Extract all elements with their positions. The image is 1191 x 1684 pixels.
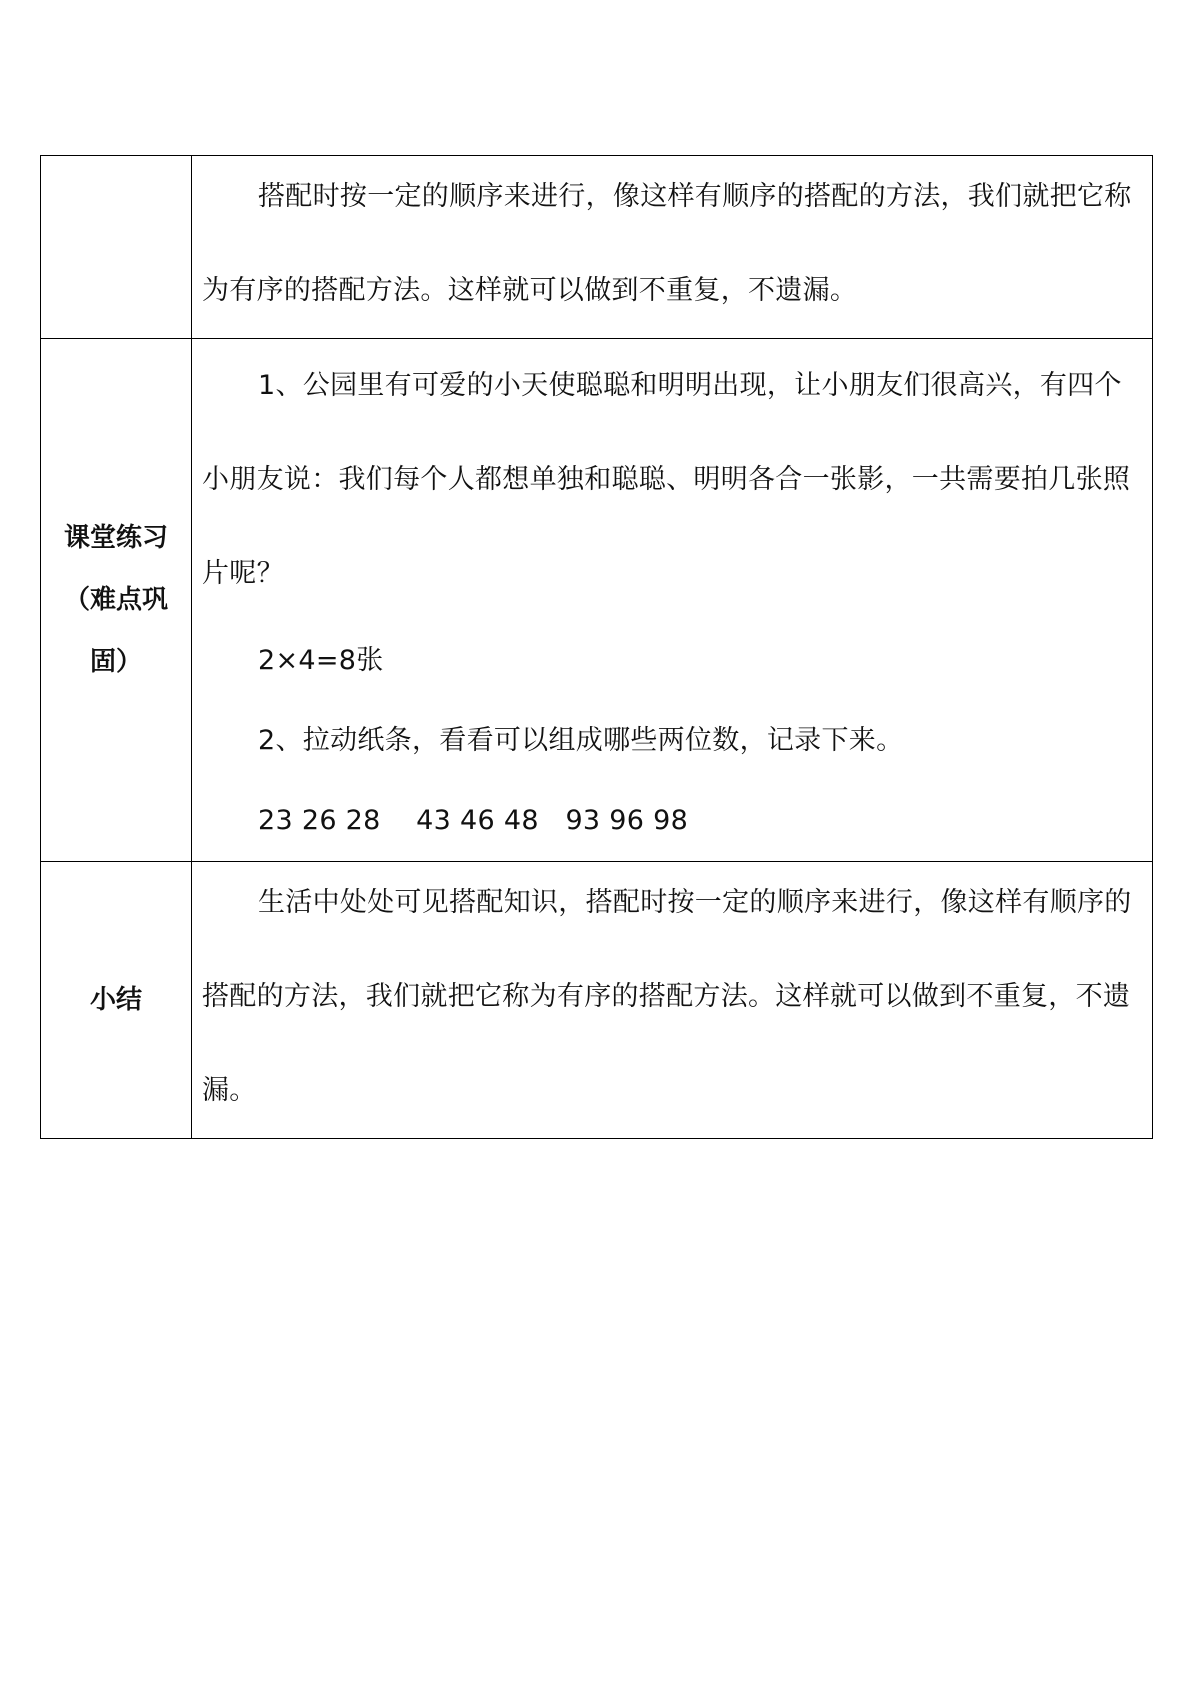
table-row-practice [41, 339, 1153, 862]
row-label-practice [41, 339, 192, 862]
table-row-summary [41, 862, 1153, 1139]
lesson-plan-table [40, 155, 1153, 1139]
exercise-1-question: 1、公园里有可爱的小天使聪聪和明明出现，让小朋友们很高兴，有四个小朋友说：我们每个人都想单独和聪聪、明明各合一张影，一共需要拍几张照片呢？ [202, 370, 1131, 589]
table-row-method [41, 156, 1153, 339]
exercise-2-answer: 23 26 28 43 46 48 93 96 98 [258, 805, 689, 836]
exercise-2-question: 2、拉动纸条，看看可以组成哪些两位数，记录下来。 [258, 725, 904, 756]
row-content-summary [192, 862, 1153, 1139]
row-label-empty [41, 156, 192, 339]
label-line-summary: 小结 [89, 985, 142, 1015]
label-line-3: 固） [89, 647, 142, 677]
row-label-summary [41, 862, 192, 1139]
label-line-1: 课堂练习 [63, 523, 168, 553]
label-line-2: （难点巩 [63, 585, 168, 615]
paragraph-ordered-matching: 搭配时按一定的顺序来进行，像这样有顺序的搭配的方法，我们就把它称为有序的搭配方法。这样就可以做到不重复，不遗漏。 [202, 181, 1132, 306]
row-content-practice [192, 339, 1153, 862]
exercise-1-answer: 2×4=8张 [258, 645, 384, 676]
summary-paragraph: 生活中处处可见搭配知识，搭配时按一定的顺序来进行，像这样有顺序的搭配的方法，我们就把它称为有序的搭配方法。这样就可以做到不重复，不遗漏。 [202, 887, 1132, 1106]
row-content-method [192, 156, 1153, 339]
